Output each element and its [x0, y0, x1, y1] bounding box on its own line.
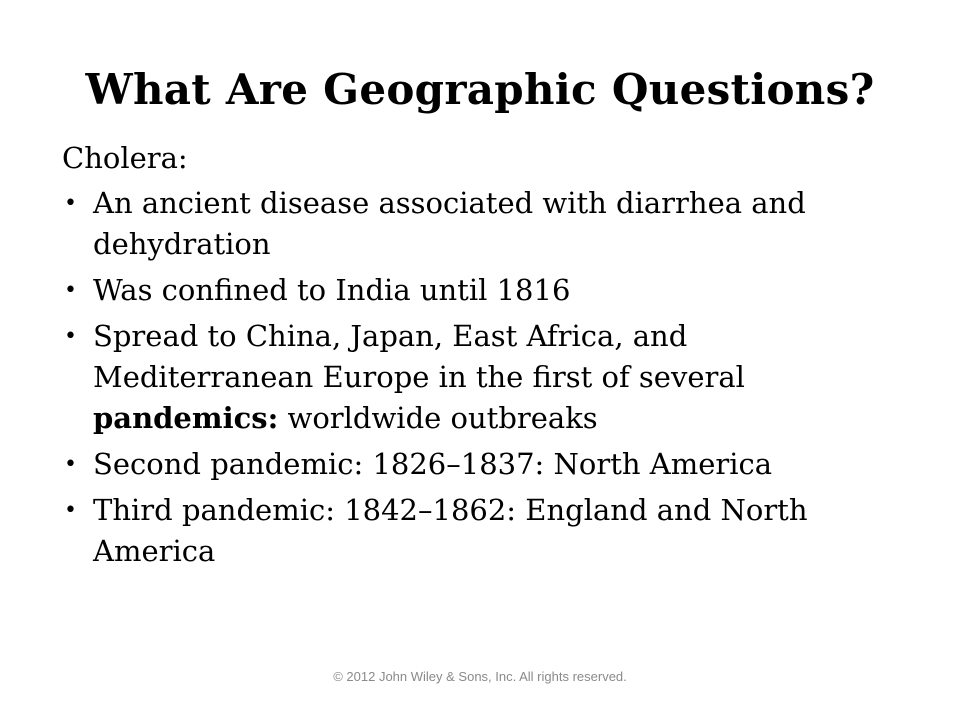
bullet-text: An ancient disease associated with diarrhea and dehydration [93, 186, 806, 261]
bullet-item [62, 444, 912, 485]
bullet-text-after: worldwide outbreaks [278, 401, 598, 435]
bullet-text: Third pandemic: 1842–1862: England and North America [93, 493, 808, 568]
intro-text: Cholera: [62, 141, 188, 175]
copyright-footer: © 2012 John Wiley & Sons, Inc. All rights reserved. [333, 669, 627, 684]
slide-title: What Are Geographic Questions? [85, 65, 875, 114]
bullet-item [62, 183, 912, 265]
bullet-text-before: Spread to China, Japan, East Africa, and Mediterranean Europe in the first of several [93, 319, 745, 394]
bullet-icon: • [64, 498, 77, 523]
bullet-text: Was confined to India until 1816 [93, 273, 571, 307]
slide-body [62, 136, 912, 577]
bullet-icon: • [64, 452, 77, 477]
bullet-list [62, 183, 912, 572]
bold-term: pandemics: [93, 401, 279, 435]
bullet-item [62, 316, 912, 439]
bullet-text: Second pandemic: 1826–1837: North America [93, 447, 773, 481]
bullet-item [62, 270, 912, 311]
bullet-icon: • [64, 324, 77, 349]
bullet-icon: • [64, 278, 77, 303]
bullet-icon: • [64, 191, 77, 216]
bullet-item [62, 490, 912, 572]
